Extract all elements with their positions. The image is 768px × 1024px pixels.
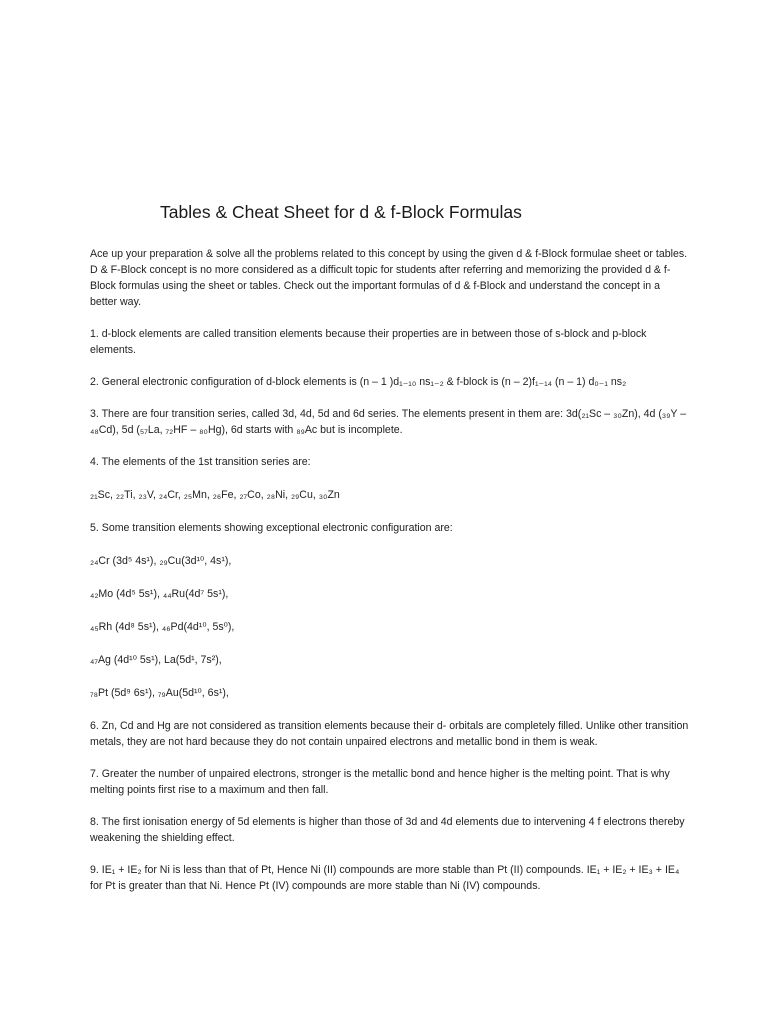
intro-paragraph: Ace up your preparation & solve all the problems related to this concept by using the given d & f-Block formulae sheet or tables. D & F-Block concept is no more considered as a difficult topic for students after referring and memorizing the provided d & f-Block formulas using the sheet or tables. Check out the important formulas of d & f-Block and understand the concept in a better way. (90, 248, 688, 308)
paragraph-1: 1. d-block elements are called transition elements because their properties are in between those of s-block and p-block elements. (90, 328, 647, 356)
document-title: Tables & Cheat Sheet for d & f-Block Formulas (160, 202, 522, 222)
config-line-3: ₄₅Rh (4d⁸ 5s¹), ₄₆Pd(4d¹⁰, 5s⁰), (90, 621, 235, 633)
paragraph-5: 5. Some transition elements showing exceptional electronic configuration are: (90, 522, 453, 534)
paragraph-9: 9. IE₁ + IE₂ for Ni is less than that of Pt, Hence Ni (II) compounds are more stable than Pt (II) compounds. IE₁ + IE₂ + IE₃ + IE₄ for Pt is greater than that Ni. Hence Pt (IV) compounds are more stable than Ni (IV) compounds. (90, 864, 680, 892)
paragraph-6: 6. Zn, Cd and Hg are not considered as transition elements because their d- orbitals are completely filled. Unlike other transition metals, they are not hard because they do not contain unpaired electrons and metallic bond in them is weak. (90, 720, 689, 748)
element-list: ₂₁Sc, ₂₂Ti, ₂₃V, ₂₄Cr, ₂₅Mn, ₂₆Fe, ₂₇Co, ₂₈Ni, ₂₉Cu, ₃₀Zn (90, 489, 340, 501)
paragraph-3: 3. There are four transition series, called 3d, 4d, 5d and 6d series. The elements present in them are: 3d(₂₁Sc – ₃₀Zn), 4d (₃₉Y – ₄₈Cd), 5d (₅₇La, ₇₂HF – ₈₀Hg), 6d starts with ₈₉Ac but is incomplete. (90, 408, 687, 436)
paragraph-7: 7. Greater the number of unpaired electrons, stronger is the metallic bond and hence higher is the melting point. That is why melting points first rise to a maximum and then fall. (90, 768, 670, 796)
config-line-2: ₄₂Mo (4d⁵ 5s¹), ₄₄Ru(4d⁷ 5s¹), (90, 588, 229, 600)
document-page (90, 200, 690, 910)
paragraph-4: 4. The elements of the 1st transition series are: (90, 456, 311, 468)
paragraph-8: 8. The first ionisation energy of 5d elements is higher than those of 3d and 4d elements due to intervening 4 f electrons thereby weakening the shielding effect. (90, 816, 685, 844)
paragraph-2: 2. General electronic configuration of d-block elements is (n – 1 )d₁₋₁₀ ns₁₋₂ & f-block is (n – 2)f₁₋₁₄ (n – 1) d₀₋₁ ns₂ (90, 376, 627, 388)
config-line-5: ₇₈Pt (5d⁹ 6s¹), ₇₉Au(5d¹⁰, 6s¹), (90, 687, 229, 699)
config-line-4: ₄₇Ag (4d¹⁰ 5s¹), La(5d¹, 7s²), (90, 654, 222, 666)
config-line-1: ₂₄Cr (3d⁵ 4s¹), ₂₉Cu(3d¹⁰, 4s¹), (90, 555, 232, 567)
